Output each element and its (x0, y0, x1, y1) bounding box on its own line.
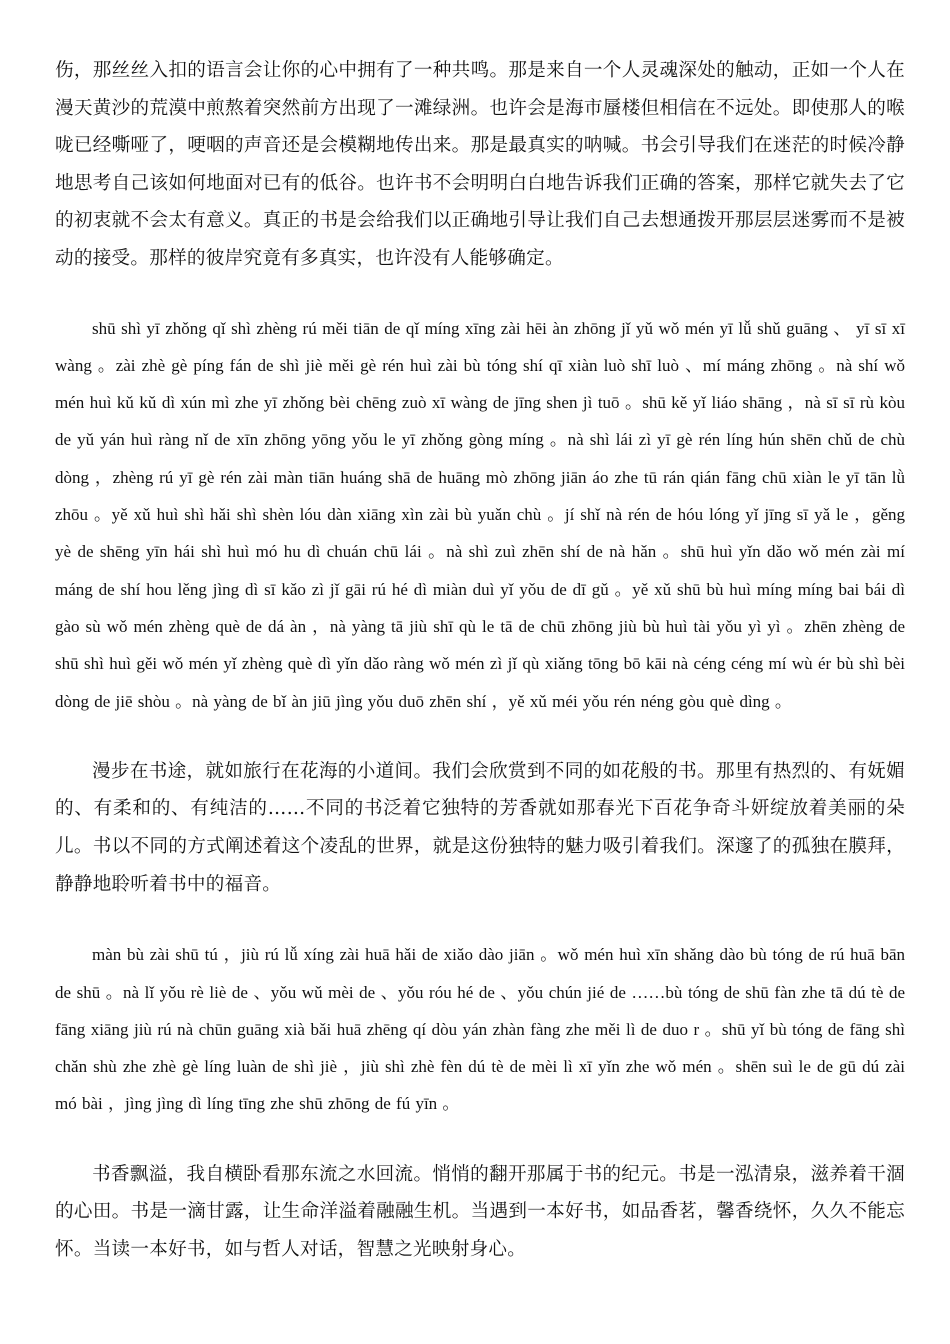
paragraph-chinese-1: 伤，那丝丝入扣的语言会让你的心中拥有了一种共鸣。那是来自一个人灵魂深处的触动，正如一个人在漫天黄沙的荒漠中煎熬着突然前方出现了一滩绿洲。也许会是海市蜃楼但相信在不远处。即使那人的喉咙已经嘶哑了，哽咽的声音还是会模糊地传出来。那是最真实的呐喊。书会引导我们在迷茫的时候冷静地思考自己该如何地面对已有的低谷。也许书不会明明白白地告诉我们正确的答案，那样它就失去了它的初衷就不会太有意义。真正的书是会给我们以正确地引导让我们自己去想通拨开那层层迷雾而不是被动的接受。那样的彼岸究竟有多真实，也许没有人能够确定。 (55, 60, 905, 269)
paragraph-chinese-2: 漫步在书途，就如旅行在花海的小道间。我们会欣赏到不同的如花般的书。那里有热烈的、有妩媚的、有柔和的、有纯洁的……不同的书泛着它独特的芳香就如那春光下百花争奇斗妍绽放着美丽的朵儿。书以不同的方式阐述着这个凌乱的世界，就是这份独特的魅力吸引着我们。深邃了的孤独在膜拜，静静地聆听着书中的福音。 (55, 760, 905, 895)
paragraph-chinese-3: 书香飘溢，我自横卧看那东流之水回流。悄悄的翻开那属于书的纪元。书是一泓清泉，滋养着干涸的心田。书是一滴甘露，让生命洋溢着融融生机。当遇到一本好书，如品香茗，馨香绕怀，久久不能忘怀。当读一本好书，如与哲人对话，智慧之光映射身心。 (55, 1163, 905, 1260)
paragraph-pinyin-1: shū shì yī zhǒng qǐ shì zhèng rú měi tiān de qǐ míng xīng zài hēi àn zhōng jǐ yǔ wǒ mén yī lǚ shǔ guāng 、 yī sī xī wàng 。zài zhè gè píng fán de shì jiè měi gè rén huì zài bù tóng shí qī xiàn luò shī luò 、mí máng zhōng 。nà shí wǒ mén huì kǔ kǔ dì xún mì zhe yī zhǒng bèi chēng zuò xī wàng de jīng shen jì tuō 。shū kě yǐ liáo shāng ，nà sī sī rù kòu de yǔ yán huì ràng nǐ de xīn zhōng yōng yǒu le yī zhǒng gòng míng 。nà shì lái zì yī gè rén líng hún shēn chǔ de chù dòng ，zhèng rú yī gè rén zài màn tiān huáng shā de huāng mò zhōng jiān áo zhe tū rán qián fāng chū xiàn le yī tān lǜ zhōu 。yě xǔ huì shì hǎi shì shèn lóu dàn xiāng xìn zài bù yuǎn chù 。jí shǐ nà rén de hóu lóng yǐ jīng sī yǎ le ，gěng yè de shēng yīn hái shì huì mó hu dì chuán chū lái 。nà shì zuì zhēn shí de nà hǎn 。shū huì yǐn dǎo wǒ mén zài mí máng de shí hou lěng jìng dì sī kǎo zì jǐ gāi rú hé dì miàn duì yǐ yǒu de dī gǔ 。yě xǔ shū bù huì míng míng bai bái dì gào sù wǒ mén zhèng què de dá àn ，nà yàng tā jiù shī qù le tā de chū zhōng jiù bù huì tài yǒu yì yì 。zhēn zhèng de shū shì huì gěi wǒ mén yǐ zhèng què dì yǐn dǎo ràng wǒ mén zì jǐ qù xiǎng tōng bō kāi nà céng céng mí wù ér bù shì bèi dòng de jiē shòu 。nà yàng de bǐ àn jiū jìng yǒu duō zhēn shí ，yě xǔ méi yǒu rén néng gòu què dìng 。 (55, 318, 905, 711)
paragraph-pinyin-2: màn bù zài shū tú ，jiù rú lǚ xíng zài huā hǎi de xiǎo dào jiān 。wǒ mén huì xīn shǎng dào bù tóng de rú huā bān de shū 。nà lǐ yǒu rè liè de 、yǒu wǔ mèi de 、yǒu róu hé de 、yǒu chún jié de ……bù tóng de shū fàn zhe tā dú tè de fāng xiāng jiù rú nà chūn guāng xià bǎi huā zhēng qí dòu yán zhàn fàng zhe měi lì de duo r 。shū yǐ bù tóng de fāng shì chǎn shù zhe zhè gè líng luàn de shì jiè ，jiù shì zhè fèn dú tè de mèi lì xī yǐn zhe wǒ mén 。shēn suì le de gū dú zài mó bài ，jìng jìng dì líng tīng zhe shū zhōng de fú yīn 。 (55, 945, 905, 1114)
